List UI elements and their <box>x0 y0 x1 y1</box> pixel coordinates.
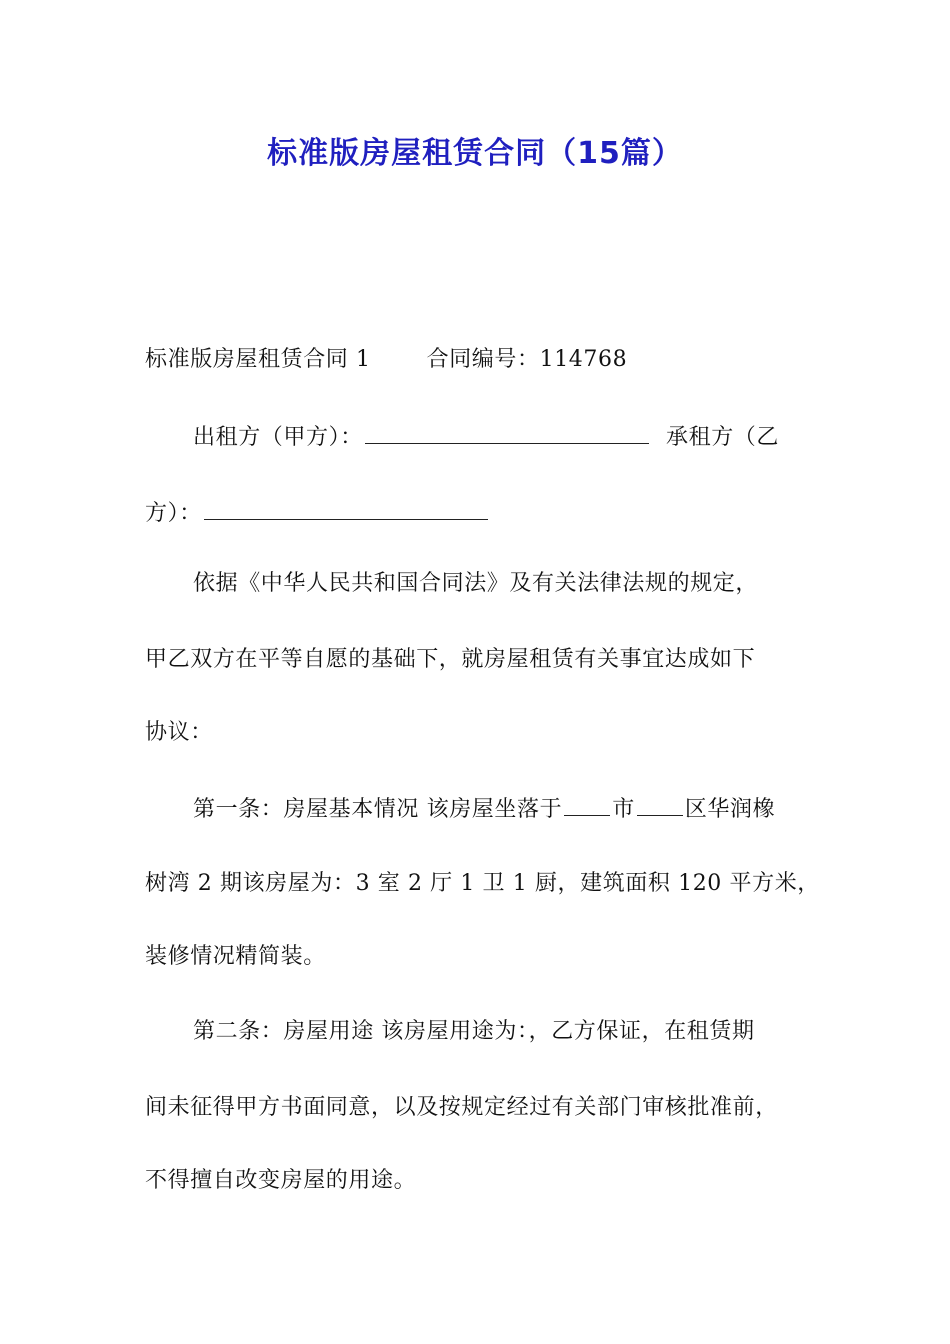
lessee-label-end: 方）： <box>145 501 202 526</box>
article1-part-c: 区华润橡 <box>684 797 776 822</box>
preamble-line-1: 依据《中华人民共和国合同法》及有关法律法规的规定， <box>193 571 759 596</box>
parties-line-2 <box>145 497 490 529</box>
preamble-line-2: 甲乙双方在平等自愿的基础下，就房屋租赁有关事宜达成如下 <box>145 647 756 672</box>
lessor-label: 出租方（甲方）： <box>193 425 363 450</box>
article1-line-3: 装修情况精简装。 <box>145 944 326 969</box>
article1-part-a: 第一条：房屋基本情况 该房屋坐落于 <box>193 797 563 822</box>
article2-line-3: 不得擅自改变房屋的用途。 <box>145 1168 417 1193</box>
article1-line-2: 树湾 2 期该房屋为：3 室 2 厅 1 卫 1 厨，建筑面积 120 平方米， <box>145 871 820 896</box>
preamble-line-3: 协议： <box>145 720 213 745</box>
contract-header-line <box>145 345 627 375</box>
article1-part-b: 市 <box>612 797 635 822</box>
lessor-blank <box>365 421 649 444</box>
article1-line-1 <box>193 793 775 825</box>
parties-line-1 <box>193 421 779 453</box>
article2-line-2: 间未征得甲方书面同意，以及按规定经过有关部门审核批准前， <box>145 1095 778 1120</box>
contract-name: 标准版房屋租赁合同 1 <box>145 347 371 372</box>
contract-number: 合同编号：114768 <box>426 347 628 372</box>
city-blank <box>564 793 610 816</box>
article2-line-1: 第二条：房屋用途 该房屋用途为：，乙方保证，在租赁期 <box>193 1019 755 1044</box>
lessee-label-start: 承租方（乙 <box>666 425 780 450</box>
district-blank <box>637 793 683 816</box>
document-title: 标准版房屋租赁合同（15篇） <box>267 136 683 171</box>
lessee-blank <box>204 497 488 520</box>
